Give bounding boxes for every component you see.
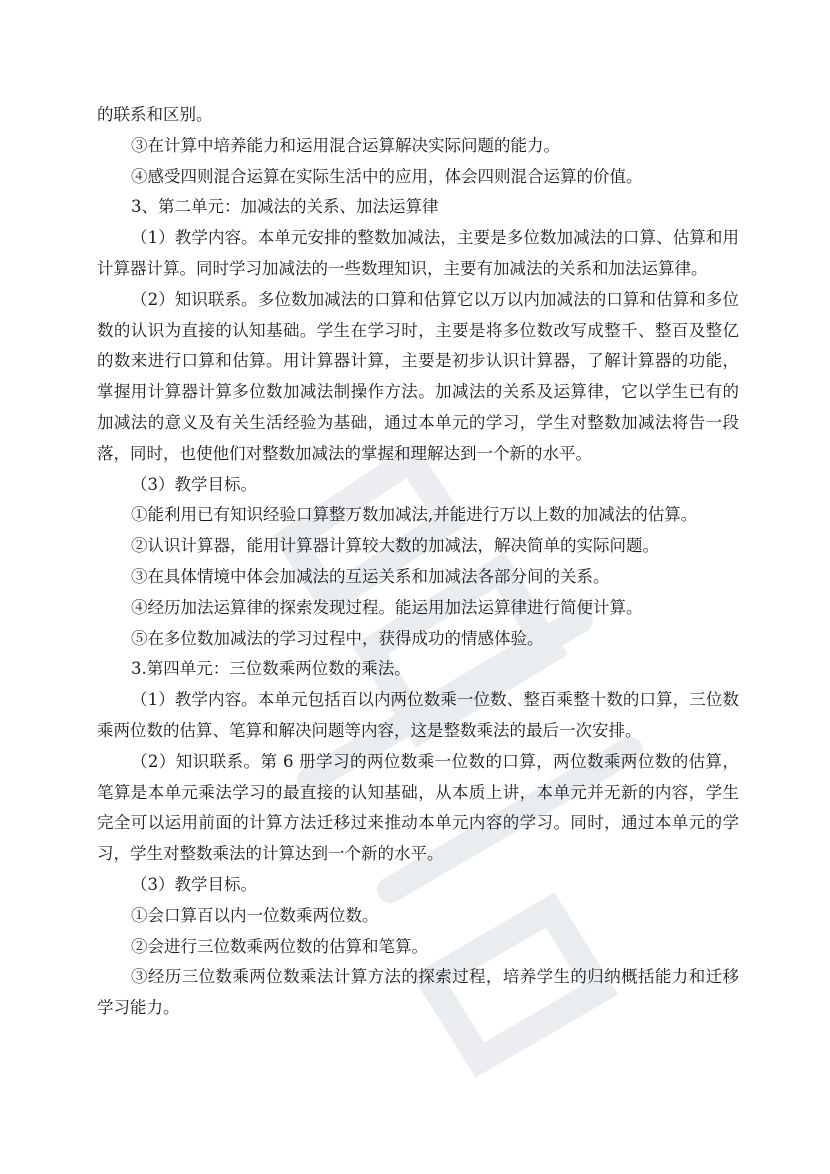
list-item: ③经历三位数乘两位数乘法计算方法的探索过程，培养学生的归纳概括能力和迁移学习能力。 [97, 967, 739, 1018]
paragraph: （1）教学内容。本单元包括百以内两位数乘一位数、整百乘整十数的口算，三位数乘两位数的估算、笔算和解决问题等内容，这是整数乘法的最后一次安排。 [97, 690, 739, 740]
list-item: ①会口算百以内一位数乘两位数。 [131, 905, 379, 925]
list-item: ②认识计算器，能用计算器计算较大数的加减法，解决简单的实际问题。 [131, 536, 659, 556]
section-heading: 3.第四单元：三位数乘两位数的乘法。 [131, 659, 411, 679]
subheading: （3）教学目标。 [131, 874, 257, 894]
paragraph: 的联系和区别。 [97, 105, 213, 124]
paragraph: ④感受四则混合运算在实际生活中的应用，体会四则混合运算的价值。 [131, 166, 643, 186]
paragraph: ③在计算中培养能力和运用混合运算解决实际问题的能力。 [131, 135, 560, 155]
paragraph: （1）教学内容。本单元安排的整数加减法，主要是多位数加减法的口算、估算和用计算器计算。同时学习加减法的一些数理知识，主要有加减法的关系和加法运算律。 [97, 228, 739, 278]
list-item: ②会进行三位数乘两位数的估算和笔算。 [131, 936, 428, 956]
section-heading: 3、第二单元：加减法的关系、加法运算律 [131, 197, 439, 217]
paragraph: （2）知识联系。第 6 册学习的两位数乘一位数的口算，两位数乘两位数的估算，笔算是本单元乘法学习的最直接的认知基础，从本质上讲，本单元并无新的内容，学生完全可以运用前面的计算方法迁移过来推动本单元内容的学习。同时，通过本单元的学习，学生对整数乘法的计算达到一个新的水平。 [97, 751, 739, 864]
document-body [97, 100, 739, 1024]
paragraph: （2）知识联系。多位数加减法的口算和估算它以万以内加减法的口算和估算和多位数的认识为直接的认知基础。学生在学习时，主要是将多位数改写成整千、整百及整亿的数来进行口算和估算。用计算器计算，主要是初步认识计算器，了解计算器的功能，掌握用计算器计算多位数加减法制操作方法。加减法的关系及运算律，它以学生已有的加减法的意义及有关生活经验为基础，通过本单元的学习，学生对整数加减法将告一段落，同时，也使他们对整数加减法的掌握和理解达到一个新的水平。 [97, 289, 739, 463]
list-item: ③在具体情境中体会加减法的互运关系和加减法各部分间的关系。 [131, 566, 610, 586]
list-item: ①能利用已有知识经验口算整万数加减法,并能进行万以上数的加减法的估算。 [131, 505, 698, 525]
list-item: ⑤在多位数加减法的学习过程中，获得成功的情感体验。 [131, 628, 544, 648]
subheading: （3）教学目标。 [131, 474, 257, 494]
list-item: ④经历加法运算律的探索发现过程。能运用加法运算律进行简便计算。 [131, 597, 643, 617]
